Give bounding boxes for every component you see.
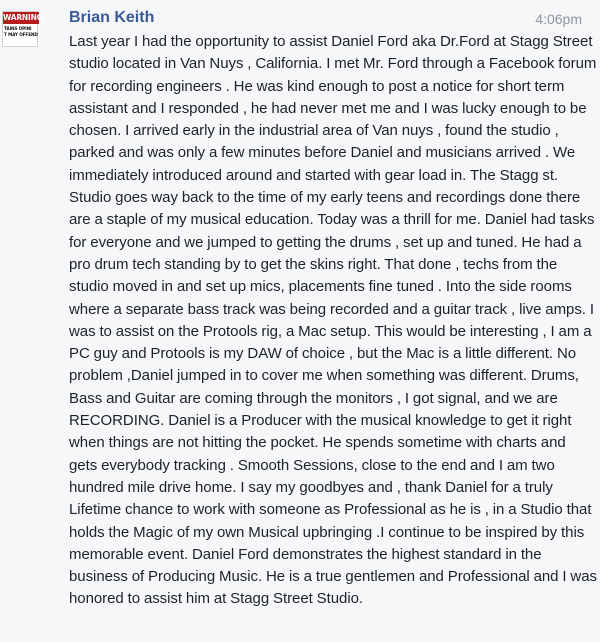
avatar-caption-line-2: T MAY OFFEND bbox=[4, 32, 38, 37]
avatar-caption-line-1: TAINS OPINI bbox=[4, 26, 32, 31]
avatar[interactable] bbox=[2, 11, 43, 47]
message-timestamp: 4:06pm bbox=[535, 11, 582, 27]
avatar-warning-banner: WARNING bbox=[3, 13, 43, 22]
message-body: Last year I had the opportunity to assist Daniel Ford aka Dr.Ford at Stagg Street studio located in Van Nuys , California. I met Mr. Ford through a Facebook forum for recording engineers . He was kind enough to post a notice for short term assistant and I responded , he had never met me and I was lucky enough to be chosen. I arrived early in the industrial area of Van nuys , found the studio , parked and was only a few minutes before Daniel and musicians arrived . We immediately introduced around and started with gear load in. The Stagg st. Studio goes way back to the time of my early teens and recordings done there are a staple of my musical education. Today was a thrill for me. Daniel had tasks for everyone and we jumped to getting the drums , set up and tuned. He had a pro drum tech standing by to get the skins right. That done , techs from the studio moved in and set up mics, placements fine tuned . Into the side rooms where a separate bass track was being recorded and a guitar track , live amps. I was to assist on the Protools rig, a Mac setup. This would be interesting , I am a PC guy and Protools is my DAW of choice , but the Mac is a little different. No problem ,Daniel jumped in to cover me when something was different. Drums, Bass and Guitar are coming through the monitors , I got signal, and we are RECORDING. Daniel is a Producer with the musical knowledge to get it right when things are not hitting the pocket. He spends sometime with charts and gets everybody tracking . Smooth Sessions, close to the end and I am two hundred mile drive home. I say my goodbyes and , thank Daniel for a truly Lifetime chance to work with someone as Professional as he is , in a Studio that holds the Magic of my own Musical upbringing .I continue to be inspired by this memorable event. Daniel Ford demonstrates the highest standard in the business of Producing Music. He is a true gentlemen and Professional and I was honored to assist him at Stagg Street Studio. bbox=[69, 33, 597, 608]
author-name[interactable]: Brian Keith bbox=[69, 9, 155, 26]
